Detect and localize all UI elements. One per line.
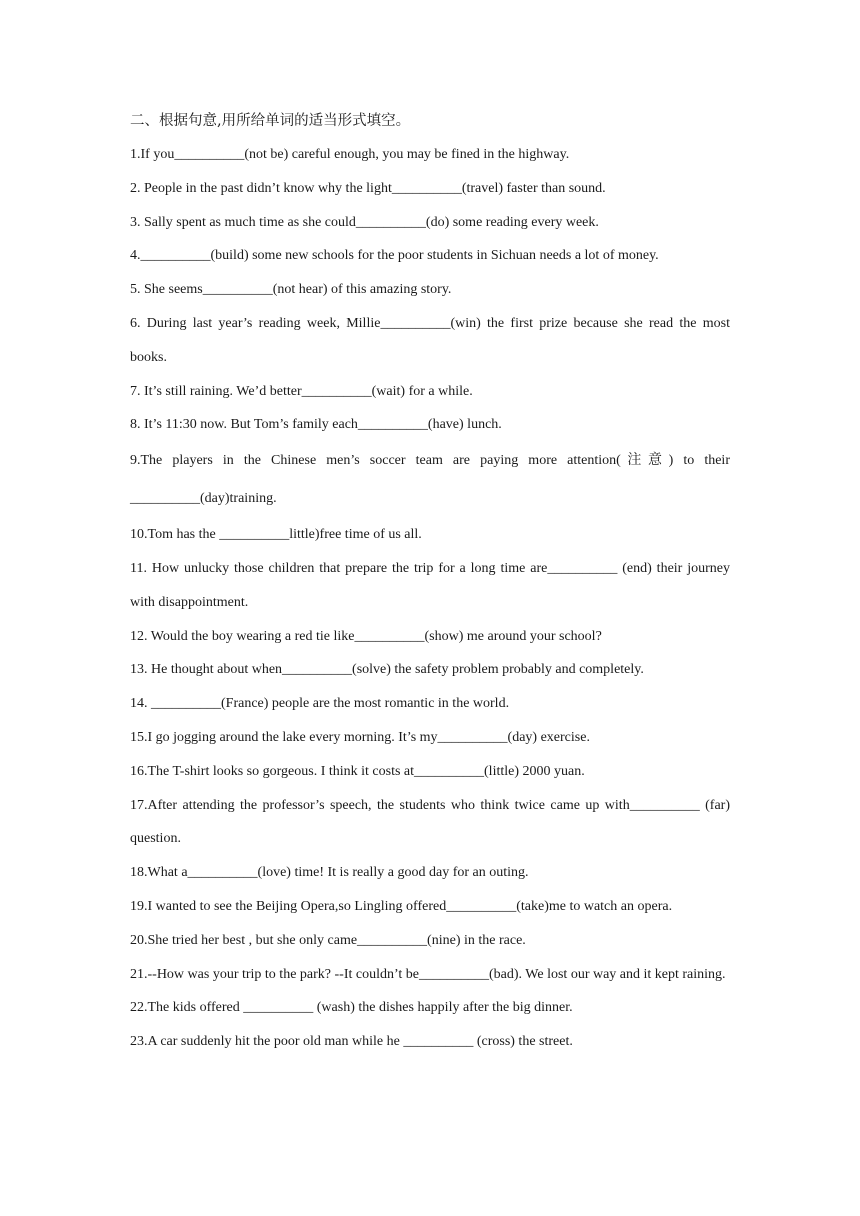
- question-1: 1.If you__________(not be) careful enough, you may be fined in the highway.: [130, 147, 570, 162]
- question-7: 7. It’s still raining. We’d better__________(wait) for a while.: [130, 383, 473, 399]
- question-6: 6. During last year’s reading week, Millie__________(win) the first prize because she read the most books.: [130, 315, 730, 365]
- question-23: 23.A car suddenly hit the poor old man while he __________ (cross) the street.: [130, 1034, 573, 1050]
- question-10: 10.Tom has the __________little)free time of us all.: [130, 527, 422, 543]
- question-5: 5. She seems__________(not hear) of this amazing story.: [130, 282, 452, 298]
- question-19: 19.I wanted to see the Beijing Opera,so Lingling offered__________(take)me to watch an opera.: [130, 898, 673, 914]
- question-13: 13. He thought about when__________(solve) the safety problem probably and completely.: [130, 662, 644, 678]
- question-11: 11. How unlucky those children that prepare the trip for a long time are__________ (end) their journey with disappointment.: [130, 560, 730, 610]
- question-20: 20.She tried her best , but she only came__________(nine) in the race.: [130, 932, 526, 948]
- question-9: 9.The players in the Chinese men’s soccer team are paying more attention(注意) to their __________(day)training.: [130, 453, 730, 507]
- question-15: 15.I go jogging around the lake every morning. It’s my__________(day) exercise.: [130, 729, 590, 745]
- question-21: 21.--How was your trip to the park? --It couldn’t be__________(bad). We lost our way and it kept raining.: [130, 966, 726, 982]
- question-8: 8. It’s 11:30 now. But Tom’s family each__________(have) lunch.: [130, 417, 502, 433]
- worksheet: [130, 104, 730, 1059]
- question-14: 14. __________(France) people are the most romantic in the world.: [130, 696, 510, 712]
- question-3: 3. Sally spent as much time as she could__________(do) some reading every week.: [130, 214, 599, 230]
- question-4: 4.__________(build) some new schools for the poor students in Sichuan needs a lot of money.: [130, 248, 659, 264]
- question-17: 17.After attending the professor’s speech, the students who think twice came up with__________ (far) question.: [130, 797, 730, 847]
- section-heading: 二、根据句意,用所给单词的适当形式填空。: [130, 113, 411, 129]
- question-12: 12. Would the boy wearing a red tie like__________(show) me around your school?: [130, 628, 602, 644]
- question-16: 16.The T-shirt looks so gorgeous. I think it costs at__________(little) 2000 yuan.: [130, 763, 585, 779]
- question-18: 18.What a__________(love) time! It is really a good day for an outing.: [130, 865, 529, 881]
- question-2: 2. People in the past didn’t know why the light__________(travel) faster than sound.: [130, 180, 606, 196]
- question-22: 22.The kids offered __________ (wash) the dishes happily after the big dinner.: [130, 1000, 573, 1016]
